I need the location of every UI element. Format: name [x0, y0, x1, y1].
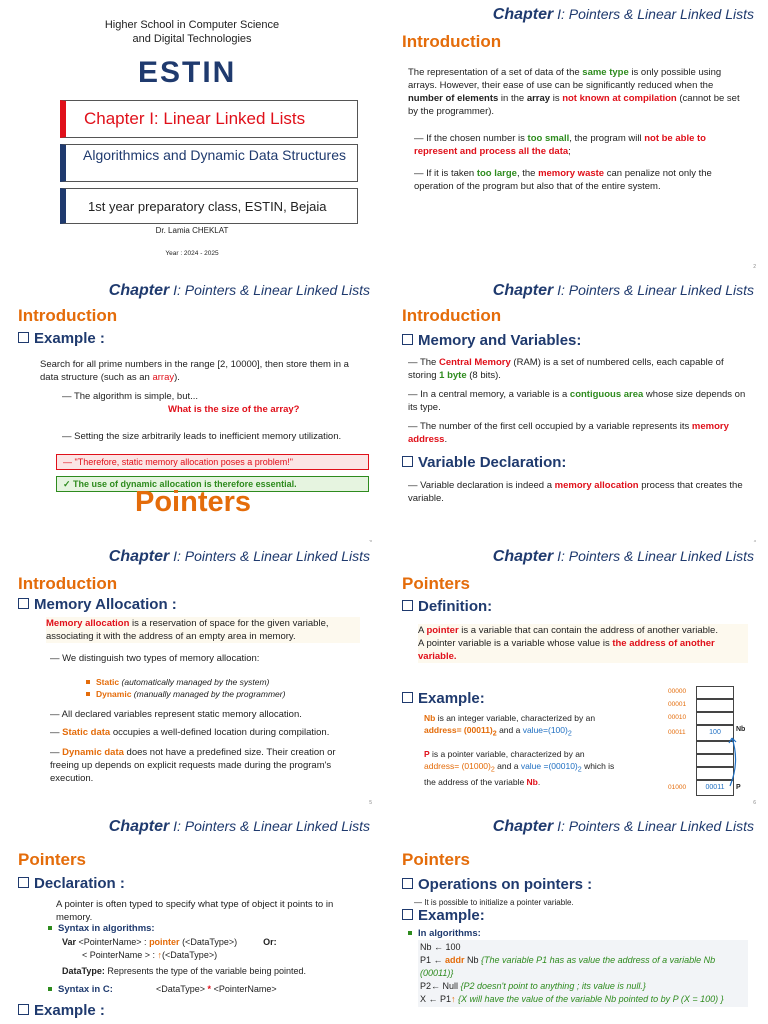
t: The algorithm is simple, but...: [73, 391, 199, 402]
t: Memory allocation: [46, 618, 130, 629]
bullet-address: [408, 420, 748, 446]
t: value =(00010): [520, 761, 578, 771]
t: Nb: [464, 955, 482, 965]
memory-cell-nb: 100: [696, 725, 734, 741]
t: Central Memory: [438, 357, 511, 368]
example-paragraph: [40, 358, 370, 384]
school-line-1: Higher School in Computer Science: [104, 19, 280, 31]
subsection-title: [18, 596, 177, 613]
t: does not have a predefined size. Their creation or freeing up depends on explicit requests made during the program's execution.: [50, 747, 336, 784]
t: , the program will: [569, 133, 645, 144]
header-chapter: Chapter: [108, 548, 170, 565]
header-rest: : Pointers & Linear Linked Lists: [177, 282, 370, 298]
t: which is the address of the variable: [424, 761, 615, 787]
chapter-title: Chapter I: Linear Linked Lists: [60, 100, 358, 138]
t: in the: [498, 93, 527, 104]
address-label: 00010: [668, 714, 687, 721]
subsection-title: [18, 330, 105, 347]
header-chapter: Chapter: [492, 6, 554, 23]
t: <PointerName>: [211, 984, 277, 994]
t: Memory Allocation :: [34, 596, 177, 613]
checkbox-icon: [18, 332, 29, 343]
header-rest: : Pointers & Linear Linked Lists: [561, 548, 754, 564]
bullet-arbitrary: [62, 430, 341, 443]
slide-header: [109, 548, 370, 566]
section-title: Introduction: [402, 306, 502, 325]
slide-introduction: [384, 0, 768, 276]
t: 2: [567, 729, 572, 738]
header-rest: : Pointers & Linear Linked Lists: [177, 548, 370, 564]
t: not known at compilation: [562, 93, 677, 104]
t: < PointerName > :: [82, 950, 158, 960]
t: {X will have the value of the variable Nb pointed to by P (X = 100) }: [455, 994, 724, 1004]
subsection-title: [18, 1002, 105, 1019]
checkbox-icon: [402, 692, 413, 703]
bullet-contiguous: [408, 388, 748, 414]
t: address= (01000): [424, 761, 491, 771]
bullet-declaration: [408, 479, 748, 505]
type-dynamic: [86, 688, 285, 701]
checkbox-icon: [18, 877, 29, 888]
t: P: [424, 749, 430, 759]
t: ).: [174, 372, 180, 383]
slide-header: [493, 548, 754, 566]
header-rest: : Pointers & Linear Linked Lists: [561, 282, 754, 298]
section-title: Introduction: [18, 574, 118, 593]
header-roman: I: [557, 548, 561, 564]
header-roman: I: [173, 548, 177, 564]
checkbox-icon: [402, 878, 413, 889]
t: (<DataType>): [162, 950, 218, 960]
t: All declared variables represent static memory allocation.: [61, 709, 302, 720]
t: the address of another variable.: [418, 638, 715, 662]
subsection-title: [18, 875, 125, 892]
header-rest: : Pointers & Linear Linked Lists: [177, 818, 370, 834]
t: <PointerName> :: [78, 937, 150, 947]
t: Operations on pointers :: [418, 876, 593, 893]
bullet-static-data: [50, 726, 360, 739]
t: 2: [492, 729, 497, 738]
pointer-arrow-icon: [728, 734, 742, 788]
slide-allocation: [0, 542, 384, 812]
t: , the: [516, 168, 539, 179]
t: If it is taken: [426, 168, 477, 179]
t: 2: [577, 765, 582, 774]
t: {P2 doesn't point to anything ; its value is null.}: [460, 981, 646, 991]
t: 1 byte: [439, 370, 467, 381]
header-roman: I: [557, 6, 561, 22]
bullet-central-memory: [408, 356, 748, 382]
header-chapter: Chapter: [492, 282, 554, 299]
t: P2← Null: [420, 981, 461, 991]
t: Example:: [418, 690, 485, 707]
subsection-title: [402, 332, 581, 349]
t: Represents the type of the variable being pointed.: [104, 966, 306, 976]
t: ↑: [451, 994, 456, 1004]
label-nb: Nb: [736, 726, 746, 733]
header-chapter: Chapter: [108, 818, 170, 835]
t: DataType:: [62, 966, 105, 976]
subsection-title: [402, 876, 592, 893]
page-number: 6: [753, 800, 756, 806]
section-title: Introduction: [402, 32, 502, 51]
allocation-paragraph: [46, 617, 360, 643]
slide-header: [109, 282, 370, 300]
t: A: [418, 625, 427, 636]
t: It is possible to initialize a pointer variable.: [424, 898, 574, 907]
slide-example: [0, 276, 384, 552]
t: Example :: [34, 330, 105, 347]
t: Dynamic: [96, 689, 132, 699]
address-label: 00011: [668, 729, 686, 736]
declaration-paragraph: A pointer is often typed to specify what type of object it points to in memory.: [56, 899, 334, 923]
t: In a central memory, a variable is a: [420, 389, 570, 400]
t: not be able to represent and process all the data: [414, 133, 706, 157]
t: P1 ←: [420, 955, 446, 965]
syntax-line-1: [62, 936, 277, 949]
t: is only possible using arrays. However, their ease of use can be significantly reduced when the: [408, 67, 722, 91]
t: Variable Declaration:: [418, 454, 567, 471]
section-title: Pointers: [18, 850, 87, 869]
t: (cannot be set by the programmer).: [408, 93, 740, 117]
course-title: Algorithmics and Dynamic Data Structures: [60, 144, 358, 182]
t: Static: [96, 677, 120, 687]
code-block: [418, 940, 748, 1007]
header-rest: : Pointers & Linear Linked Lists: [561, 818, 754, 834]
t: is an integer variable, characterized by an: [435, 713, 596, 723]
code-line-2: [420, 954, 746, 980]
t: Search for all prime numbers in the range [2, 10000], then store them in a data structure (such as an: [40, 359, 349, 383]
section-title: Pointers: [402, 574, 471, 593]
t: In algorithms:: [418, 928, 481, 939]
t: and a: [496, 725, 523, 735]
estin-logo: ESTIN: [138, 56, 237, 89]
syntax-c: [48, 983, 113, 996]
header-roman: I: [557, 818, 561, 834]
slide-header: [493, 818, 754, 836]
t: address= (00011): [424, 725, 493, 735]
t: The number of the first cell occupied by a variable represents its: [419, 421, 692, 432]
class-label: 1st year preparatory class, ESTIN, Bejaia: [60, 188, 358, 224]
slide-operations: [384, 812, 768, 1024]
slide-title: [0, 0, 384, 276]
t: A pointer variable is a variable whose value is: [418, 638, 613, 649]
school-line-2: and Digital Technologies: [132, 33, 252, 45]
slide-pointer-definition: [384, 542, 768, 812]
checkbox-icon: [402, 334, 413, 345]
t: is: [550, 93, 563, 104]
header-roman: I: [557, 282, 561, 298]
bullet-icon: [48, 987, 52, 991]
t: Var: [62, 937, 79, 947]
intro-paragraph: [408, 66, 746, 118]
page-number: 2: [753, 264, 756, 270]
t: (8 bits).: [466, 370, 501, 381]
pointers-heading: Pointers: [135, 486, 252, 518]
label-p: P: [736, 784, 741, 791]
t: addr: [445, 955, 465, 965]
t: is a pointer variable, characterized by an: [429, 749, 585, 759]
slide-declaration: [0, 812, 384, 1024]
academic-year: Year : 2024 - 2025: [165, 250, 219, 257]
in-algorithms: [408, 927, 481, 940]
t: memory waste: [538, 168, 605, 179]
t: Static data: [62, 727, 111, 738]
header-chapter: Chapter: [108, 282, 170, 299]
syntax-algorithms: [48, 922, 155, 935]
page-number: 5: [369, 800, 372, 806]
t: pointer: [426, 625, 459, 636]
t: value=(100): [522, 725, 568, 735]
t: If the chosen number is: [426, 133, 528, 144]
example-p: [424, 748, 622, 788]
subsection-title: [402, 690, 485, 707]
t: process that creates the variable.: [408, 480, 743, 504]
t: 2: [490, 765, 495, 774]
subsection-title: [402, 454, 566, 471]
t: Definition:: [418, 598, 493, 615]
author: Dr. Lamia CHEKLAT: [155, 226, 229, 235]
t: memory address: [408, 421, 729, 445]
address-label: 01000: [668, 784, 687, 791]
bullet-dynamic-data: [50, 746, 360, 785]
header-chapter: Chapter: [492, 548, 554, 565]
header-chapter: Chapter: [492, 818, 554, 835]
t: Nb: [424, 713, 436, 723]
t: .: [444, 434, 448, 445]
bullet-icon: [86, 680, 90, 684]
memory-cell-p: 00011: [696, 780, 734, 796]
subsection-title: [402, 598, 492, 615]
t: Syntax in algorithms:: [58, 923, 155, 934]
checkbox-icon: [18, 598, 29, 609]
t: whose size depends on its type.: [408, 389, 746, 413]
address-label: 00000: [668, 688, 687, 695]
t: (RAM) is a set of numbered cells, each capable of storing: [408, 357, 724, 381]
t: array: [152, 372, 175, 383]
t: (<DataType>): [179, 937, 238, 947]
t: The: [419, 357, 439, 368]
t: We distinguish two types of memory allocation:: [62, 653, 260, 664]
memory-cell: [696, 712, 734, 725]
t: ↑: [157, 950, 163, 960]
t: too small: [527, 133, 570, 144]
checkbox-icon: [18, 1004, 29, 1015]
subsection-title: [402, 907, 485, 924]
memory-cell: [696, 686, 734, 699]
t: Dynamic data: [62, 747, 124, 758]
t: is a reservation of space for the given variable, associating it with the address of an empty area in memory.: [46, 618, 329, 642]
t: Or:: [263, 937, 277, 947]
code-line-3: [420, 980, 746, 993]
bullet-icon: [48, 926, 52, 930]
t: can penalize not only the operation of the program but also that of the entire system.: [414, 168, 712, 192]
slide-memory: [384, 276, 768, 552]
header-roman: I: [173, 818, 177, 834]
t: memory allocation: [554, 480, 639, 491]
t: too large: [476, 168, 517, 179]
bullet-too-large: [414, 167, 748, 193]
bullet-icon: [408, 931, 412, 935]
t: contiguous area: [569, 389, 644, 400]
checkbox-icon: [402, 600, 413, 611]
t: *: [207, 984, 212, 994]
header-roman: I: [173, 282, 177, 298]
t: Declaration :: [34, 875, 125, 892]
t: Variable declaration is indeed a: [420, 480, 555, 491]
t: Syntax in C:: [58, 984, 113, 995]
t: {The variable P1 has as value the address of a variable Nb (00011)}: [420, 955, 716, 978]
t: X ← P1: [420, 994, 452, 1004]
bullet-too-small: [414, 132, 748, 158]
t: same type: [582, 67, 629, 78]
checkbox-icon: [402, 456, 413, 467]
bullet-types: [50, 652, 259, 665]
section-title: Introduction: [18, 306, 118, 325]
syntax-c-line: [156, 983, 277, 996]
bullet-icon: [86, 692, 90, 696]
t: (manually managed by the programmer): [131, 689, 286, 699]
bullet-static-declared: [50, 708, 360, 721]
t: array: [526, 93, 551, 104]
header-rest: : Pointers & Linear Linked Lists: [561, 6, 754, 22]
warning-box: — "Therefore, static memory allocation poses a problem!": [56, 454, 369, 470]
code-line-4: [420, 993, 746, 1006]
school-name: [0, 18, 384, 46]
question: What is the size of the array?: [168, 404, 300, 415]
address-label: 00001: [668, 701, 687, 708]
t: pointer: [149, 937, 180, 947]
datatype-note: [62, 965, 306, 978]
t: number of elements: [408, 93, 499, 104]
t: ;: [568, 146, 571, 157]
t: Example:: [418, 907, 485, 924]
example-nb: [424, 712, 622, 740]
t: and a: [494, 761, 521, 771]
section-title: Pointers: [402, 850, 471, 869]
t: .: [537, 776, 541, 787]
bullet-simple: [62, 390, 198, 403]
definition-paragraph: [418, 624, 748, 663]
t: (automatically managed by the system): [119, 677, 270, 687]
t: occupies a well-defined location during compilation.: [110, 727, 330, 738]
t: <DataType>: [156, 984, 208, 994]
slide-header: [493, 282, 754, 300]
t: is a variable that can contain the address of another variable.: [458, 625, 718, 636]
slide-header: [109, 818, 370, 836]
t: The representation of a set of data of the: [408, 67, 583, 78]
t: Example :: [34, 1002, 105, 1019]
t: Setting the size arbitrarily leads to inefficient memory utilization.: [74, 431, 342, 442]
conclusion-box: ✓ The use of dynamic allocation is therefore essential.: [56, 476, 369, 492]
t: Memory and Variables:: [418, 332, 582, 349]
checkbox-icon: [402, 909, 413, 920]
memory-cell: [696, 699, 734, 712]
memory-diagram: [668, 686, 746, 806]
slide-header: [493, 6, 754, 24]
t: Nb: [526, 776, 538, 787]
syntax-line-2: [82, 949, 217, 962]
code-line-1: Nb ← 100: [420, 942, 461, 952]
